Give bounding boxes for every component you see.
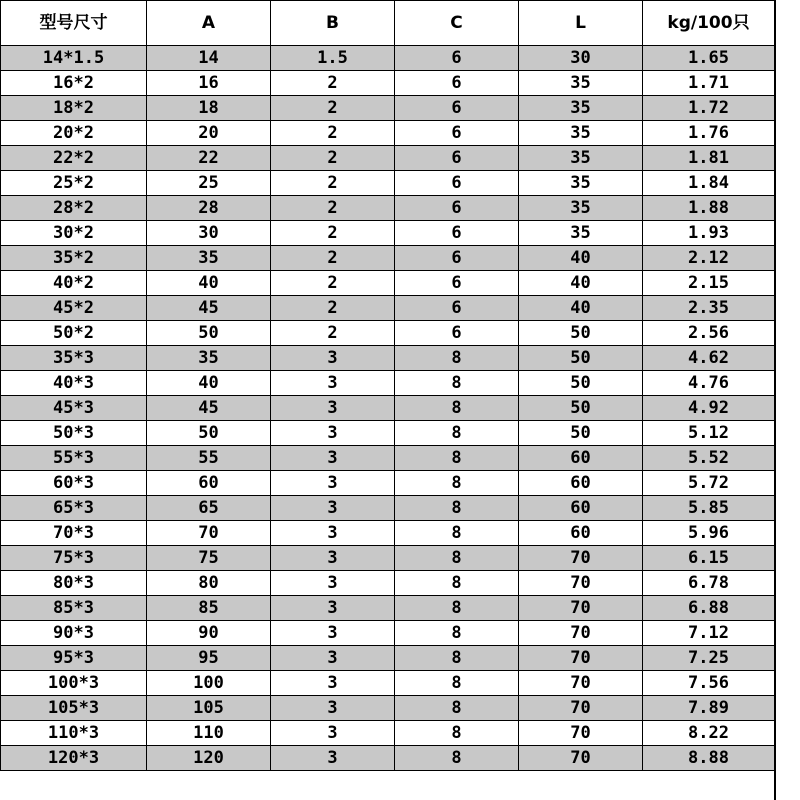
cell-c: 8: [395, 671, 519, 696]
cell-weight: 1.71: [643, 71, 775, 96]
cell-weight: 2.56: [643, 321, 775, 346]
cell-b: 3: [271, 671, 395, 696]
cell-c: 8: [395, 496, 519, 521]
cell-c: 6: [395, 71, 519, 96]
cell-weight: 1.88: [643, 196, 775, 221]
cell-model-size: 35*2: [1, 246, 147, 271]
cell-l: 35: [519, 146, 643, 171]
cell-weight: 4.76: [643, 371, 775, 396]
cell-weight: 6.88: [643, 596, 775, 621]
cell-l: 70: [519, 696, 643, 721]
cell-l: 60: [519, 496, 643, 521]
cell-a: 65: [147, 496, 271, 521]
table-row: [1, 546, 775, 571]
table-row: [1, 371, 775, 396]
cell-l: 35: [519, 221, 643, 246]
cell-model-size: 35*3: [1, 346, 147, 371]
cell-l: 50: [519, 321, 643, 346]
cell-a: 55: [147, 446, 271, 471]
table-row: [1, 646, 775, 671]
table-row: [1, 96, 775, 121]
cell-c: 6: [395, 146, 519, 171]
table-row: [1, 571, 775, 596]
cell-b: 2: [271, 296, 395, 321]
cell-b: 3: [271, 746, 395, 771]
cell-a: 14: [147, 46, 271, 71]
table-row: [1, 496, 775, 521]
cell-weight: 2.15: [643, 271, 775, 296]
table-row: [1, 446, 775, 471]
cell-l: 60: [519, 446, 643, 471]
cell-model-size: 55*3: [1, 446, 147, 471]
cell-model-size: 50*3: [1, 421, 147, 446]
cell-a: 25: [147, 171, 271, 196]
cell-l: 70: [519, 571, 643, 596]
cell-b: 2: [271, 321, 395, 346]
cell-c: 8: [395, 571, 519, 596]
cell-a: 105: [147, 696, 271, 721]
cell-model-size: 22*2: [1, 146, 147, 171]
cell-b: 3: [271, 621, 395, 646]
cell-model-size: 75*3: [1, 546, 147, 571]
cell-b: 2: [271, 146, 395, 171]
cell-a: 35: [147, 246, 271, 271]
table-row: [1, 171, 775, 196]
cell-model-size: 90*3: [1, 621, 147, 646]
cell-c: 6: [395, 221, 519, 246]
cell-weight: 1.81: [643, 146, 775, 171]
cell-weight: 6.15: [643, 546, 775, 571]
cell-model-size: 40*3: [1, 371, 147, 396]
cell-c: 8: [395, 621, 519, 646]
table-row: [1, 521, 775, 546]
cell-weight: 1.84: [643, 171, 775, 196]
cell-weight: 1.72: [643, 96, 775, 121]
cell-l: 70: [519, 596, 643, 621]
cell-b: 3: [271, 471, 395, 496]
cell-model-size: 14*1.5: [1, 46, 147, 71]
cell-a: 95: [147, 646, 271, 671]
cell-weight: 2.12: [643, 246, 775, 271]
cell-model-size: 20*2: [1, 121, 147, 146]
cell-l: 70: [519, 621, 643, 646]
table-right-border: [774, 0, 776, 800]
cell-c: 8: [395, 521, 519, 546]
cell-c: 6: [395, 171, 519, 196]
cell-l: 35: [519, 121, 643, 146]
cell-l: 35: [519, 171, 643, 196]
cell-l: 50: [519, 396, 643, 421]
cell-c: 6: [395, 196, 519, 221]
cell-a: 50: [147, 421, 271, 446]
cell-a: 30: [147, 221, 271, 246]
cell-model-size: 110*3: [1, 721, 147, 746]
cell-model-size: 45*3: [1, 396, 147, 421]
cell-b: 3: [271, 696, 395, 721]
cell-model-size: 50*2: [1, 321, 147, 346]
cell-c: 8: [395, 446, 519, 471]
table-row: [1, 271, 775, 296]
table-row: [1, 221, 775, 246]
cell-l: 70: [519, 721, 643, 746]
cell-c: 8: [395, 646, 519, 671]
cell-weight: 1.93: [643, 221, 775, 246]
cell-a: 90: [147, 621, 271, 646]
cell-weight: 8.88: [643, 746, 775, 771]
table-row: [1, 121, 775, 146]
cell-b: 3: [271, 546, 395, 571]
table-row: [1, 596, 775, 621]
header-c: C: [395, 1, 519, 46]
cell-c: 8: [395, 721, 519, 746]
cell-model-size: 80*3: [1, 571, 147, 596]
cell-l: 35: [519, 196, 643, 221]
cell-l: 50: [519, 371, 643, 396]
header-weight: kg/100只: [643, 1, 775, 46]
cell-c: 8: [395, 546, 519, 571]
cell-a: 110: [147, 721, 271, 746]
header-l: L: [519, 1, 643, 46]
cell-model-size: 95*3: [1, 646, 147, 671]
cell-c: 6: [395, 271, 519, 296]
cell-b: 3: [271, 496, 395, 521]
table-row: [1, 71, 775, 96]
cell-a: 70: [147, 521, 271, 546]
header-b: B: [271, 1, 395, 46]
table-row: [1, 46, 775, 71]
cell-weight: 5.52: [643, 446, 775, 471]
cell-c: 8: [395, 696, 519, 721]
table-row: [1, 471, 775, 496]
cell-model-size: 25*2: [1, 171, 147, 196]
cell-c: 8: [395, 596, 519, 621]
table-row: [1, 696, 775, 721]
header-a: A: [147, 1, 271, 46]
cell-weight: 7.56: [643, 671, 775, 696]
cell-model-size: 40*2: [1, 271, 147, 296]
cell-weight: 1.65: [643, 46, 775, 71]
cell-model-size: 45*2: [1, 296, 147, 321]
cell-model-size: 16*2: [1, 71, 147, 96]
cell-l: 50: [519, 421, 643, 446]
cell-b: 3: [271, 421, 395, 446]
cell-a: 16: [147, 71, 271, 96]
cell-weight: 7.12: [643, 621, 775, 646]
cell-c: 8: [395, 371, 519, 396]
cell-l: 40: [519, 246, 643, 271]
table-row: [1, 321, 775, 346]
cell-a: 75: [147, 546, 271, 571]
cell-b: 3: [271, 521, 395, 546]
table-row: [1, 671, 775, 696]
cell-c: 8: [395, 746, 519, 771]
table-row: [1, 246, 775, 271]
table-body: [1, 46, 775, 771]
cell-weight: 4.92: [643, 396, 775, 421]
table-row: [1, 746, 775, 771]
cell-model-size: 60*3: [1, 471, 147, 496]
cell-b: 2: [271, 71, 395, 96]
table-row: [1, 421, 775, 446]
cell-b: 2: [271, 221, 395, 246]
cell-b: 1.5: [271, 46, 395, 71]
cell-b: 3: [271, 646, 395, 671]
cell-l: 60: [519, 521, 643, 546]
cell-b: 3: [271, 596, 395, 621]
table-row: [1, 346, 775, 371]
cell-model-size: 65*3: [1, 496, 147, 521]
cell-l: 70: [519, 646, 643, 671]
cell-weight: 7.89: [643, 696, 775, 721]
cell-a: 18: [147, 96, 271, 121]
cell-b: 3: [271, 346, 395, 371]
cell-b: 3: [271, 571, 395, 596]
cell-model-size: 18*2: [1, 96, 147, 121]
cell-l: 50: [519, 346, 643, 371]
cell-l: 40: [519, 296, 643, 321]
cell-weight: 7.25: [643, 646, 775, 671]
cell-a: 40: [147, 271, 271, 296]
cell-l: 35: [519, 96, 643, 121]
cell-a: 22: [147, 146, 271, 171]
cell-l: 40: [519, 271, 643, 296]
header-row: [1, 1, 775, 46]
cell-b: 3: [271, 371, 395, 396]
cell-b: 3: [271, 721, 395, 746]
cell-a: 45: [147, 396, 271, 421]
cell-c: 6: [395, 46, 519, 71]
cell-c: 8: [395, 421, 519, 446]
cell-a: 20: [147, 121, 271, 146]
cell-a: 28: [147, 196, 271, 221]
cell-weight: 5.96: [643, 521, 775, 546]
cell-weight: 2.35: [643, 296, 775, 321]
cell-model-size: 100*3: [1, 671, 147, 696]
cell-l: 70: [519, 746, 643, 771]
cell-model-size: 28*2: [1, 196, 147, 221]
cell-weight: 1.76: [643, 121, 775, 146]
cell-c: 6: [395, 96, 519, 121]
cell-c: 6: [395, 321, 519, 346]
cell-c: 8: [395, 396, 519, 421]
cell-b: 2: [271, 96, 395, 121]
table-row: [1, 621, 775, 646]
cell-weight: 5.12: [643, 421, 775, 446]
cell-c: 8: [395, 346, 519, 371]
cell-a: 50: [147, 321, 271, 346]
cell-c: 6: [395, 296, 519, 321]
cell-weight: 8.22: [643, 721, 775, 746]
cell-b: 2: [271, 121, 395, 146]
table-row: [1, 296, 775, 321]
table-row: [1, 721, 775, 746]
cell-a: 45: [147, 296, 271, 321]
cell-model-size: 105*3: [1, 696, 147, 721]
cell-a: 85: [147, 596, 271, 621]
cell-l: 35: [519, 71, 643, 96]
header-model-size: 型号尺寸: [1, 1, 147, 46]
cell-a: 100: [147, 671, 271, 696]
cell-a: 40: [147, 371, 271, 396]
cell-weight: 6.78: [643, 571, 775, 596]
cell-weight: 5.85: [643, 496, 775, 521]
cell-a: 35: [147, 346, 271, 371]
cell-c: 8: [395, 471, 519, 496]
cell-l: 60: [519, 471, 643, 496]
cell-b: 3: [271, 446, 395, 471]
cell-model-size: 120*3: [1, 746, 147, 771]
table-row: [1, 396, 775, 421]
cell-model-size: 30*2: [1, 221, 147, 246]
cell-l: 70: [519, 671, 643, 696]
cell-a: 60: [147, 471, 271, 496]
cell-a: 120: [147, 746, 271, 771]
cell-model-size: 85*3: [1, 596, 147, 621]
table-row: [1, 146, 775, 171]
cell-b: 2: [271, 196, 395, 221]
cell-weight: 5.72: [643, 471, 775, 496]
table-row: [1, 196, 775, 221]
cell-b: 2: [271, 246, 395, 271]
cell-b: 3: [271, 396, 395, 421]
cell-c: 6: [395, 246, 519, 271]
cell-c: 6: [395, 121, 519, 146]
cell-l: 70: [519, 546, 643, 571]
cell-b: 2: [271, 271, 395, 296]
cell-weight: 4.62: [643, 346, 775, 371]
cell-model-size: 70*3: [1, 521, 147, 546]
cell-b: 2: [271, 171, 395, 196]
cell-l: 30: [519, 46, 643, 71]
cell-a: 80: [147, 571, 271, 596]
